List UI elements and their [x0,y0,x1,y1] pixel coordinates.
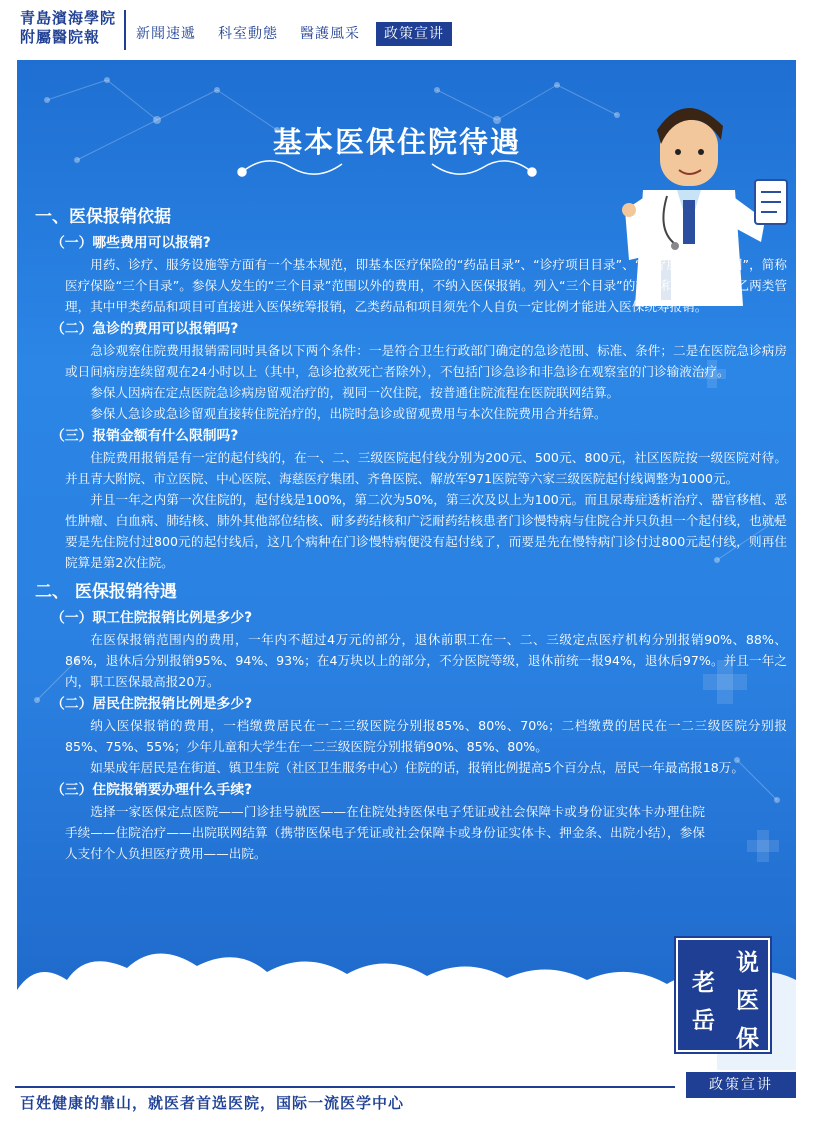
newspaper-logo[interactable] [20,9,130,47]
nav-news-express[interactable]: 新聞速遞 [136,26,196,42]
paragraph: 并且一年之内第一次住院的，起付线是100%，第二次为50%，第三次及以上为100元。而且尿毒症透析治疗、器官移植、恶性肿瘤、白血病、肺结核、肺外其他部位结核、耐多药结核和广泛耐药结核患者门诊慢特病与住院合并只负担一个起付线，也就是要是先住院付过800元的起付线后，这几个病种在门诊慢特病便没有起付线了，而要是先在慢特病门诊付过800元起付线，则再住院算是第2次住院。 [65,492,787,570]
subsection-heading: （二）急诊的费用可以报销吗? [51,321,239,337]
subsection-heading: （三）住院报销要办理什么手续? [51,782,253,798]
paragraph: 急诊观察住院费用报销需同时具备以下两个条件：一是符合卫生行政部门确定的急诊范围、标准、条件；二是在医院急诊病房或日间病房连续留观在24小时以上（其中，急诊抢救死亡者除外），不包括门诊急诊和非急诊在观察室的门诊输液治疗。 [65,343,787,379]
logo-line-2: 附屬醫院報 [20,28,101,46]
paragraph: 在医保报销范围内的费用，一年内不超过4万元的部分，退休前职工在一、二、三级定点医疗机构分别报销90%、88%、86%，退休后分别报销95%、94%、93%；在4万块以上的部分，不分医院等级，退休前统一报94%，退休后97%。并且一年之内，职工医保最高报20万。 [65,632,787,689]
paragraph: 纳入医保报销的费用，一档缴费居民在一二三级医院分别报85%、80%、70%；二档缴费的居民在一二三级医院分别报85%、75%、55%；少年儿童和大学生在一二三级医院分别报销90%、85%、80%。 [65,718,787,754]
header-divider [124,10,126,50]
stamp-char: 岳 [692,1007,715,1034]
column-stamp [676,938,770,1052]
page-title: 基本医保住院待遇 [272,125,521,159]
paragraph: 住院费用报销是有一定的起付线的，在一、二、三级医院起付线分别为200元、500元、800元，社区医院按一级医院对待。并且青大附院、市立医院、中心医院、海慈医疗集团、齐鲁医院、解放军971医院等六家三级医院起付线调整为1000元。 [65,450,787,486]
section-heading: 二、 医保报销待遇 [35,582,177,602]
footer-section-tag: 政策宣讲 [686,1072,796,1098]
stamp-char: 老 [692,969,715,996]
nav-staff-showcase[interactable]: 醫護風采 [300,26,360,42]
paragraph: 用药、诊疗、服务设施等方面有一个基本规范，即基本医疗保险的“药品目录”、“诊疗项目目录”、“医疗服务设施范围”，简称医疗保险“三个目录”。参保人发生的“三个目录”范围以外的费用，不纳入医保报销。列入“三个目录”的药品和项目分甲、乙两类管理，其中甲类药品和项目可直接进入医保统筹报销，乙类药品和项目须先个人自负一定比例才能进入医保统筹报销。 [65,257,787,314]
subsection-heading: （一）哪些费用可以报销? [51,235,211,251]
stamp-char: 医 [736,987,759,1014]
paragraph: 选择一家医保定点医院——门诊挂号就医——在住院处持医保电子凭证或社会保障卡或身份证实体卡办理住院手续——住院治疗——出院联网结算（携带医保电子凭证或社会保障卡或身份证实体卡、押金条、出院小结），参保人支付个人负担医疗费用——出院。 [65,804,705,861]
subsection-heading: （三）报销金额有什么限制吗? [51,428,239,444]
paragraph: 参保人急诊或急诊留观直接转住院治疗的，出院时急诊或留观费用与本次住院费用合并结算。 [90,406,607,421]
article-body [35,202,787,864]
content-panel [17,60,796,1070]
logo-line-1: 青島濱海學院 [20,9,117,27]
title-ornament-icon [238,161,536,176]
footer-slogan: 百姓健康的靠山，就医者首选医院，国际一流医学中心 [20,1094,405,1112]
stamp-char: 说 [736,949,759,976]
header [0,0,813,60]
section-heading: 一、医保报销依据 [35,207,171,227]
footer-divider [15,1086,675,1088]
nav-policy-briefing[interactable]: 政策宣讲 [376,22,452,46]
paragraph: 参保人因病在定点医院急诊病房留观治疗的，视同一次住院，按普通住院流程在医院联网结算。 [90,385,620,400]
nav-department-news[interactable]: 科室動態 [218,26,278,42]
subsection-heading: （二）居民住院报销比例是多少? [51,696,253,712]
stamp-char: 保 [736,1025,759,1052]
paragraph: 如果成年居民是在街道、镇卫生院（社区卫生服务中心）住院的话，报销比例提高5个百分点，居民一年最高报18万。 [90,760,744,775]
subsection-heading: （一）职工住院报销比例是多少? [51,610,253,626]
section-nav [136,22,474,46]
